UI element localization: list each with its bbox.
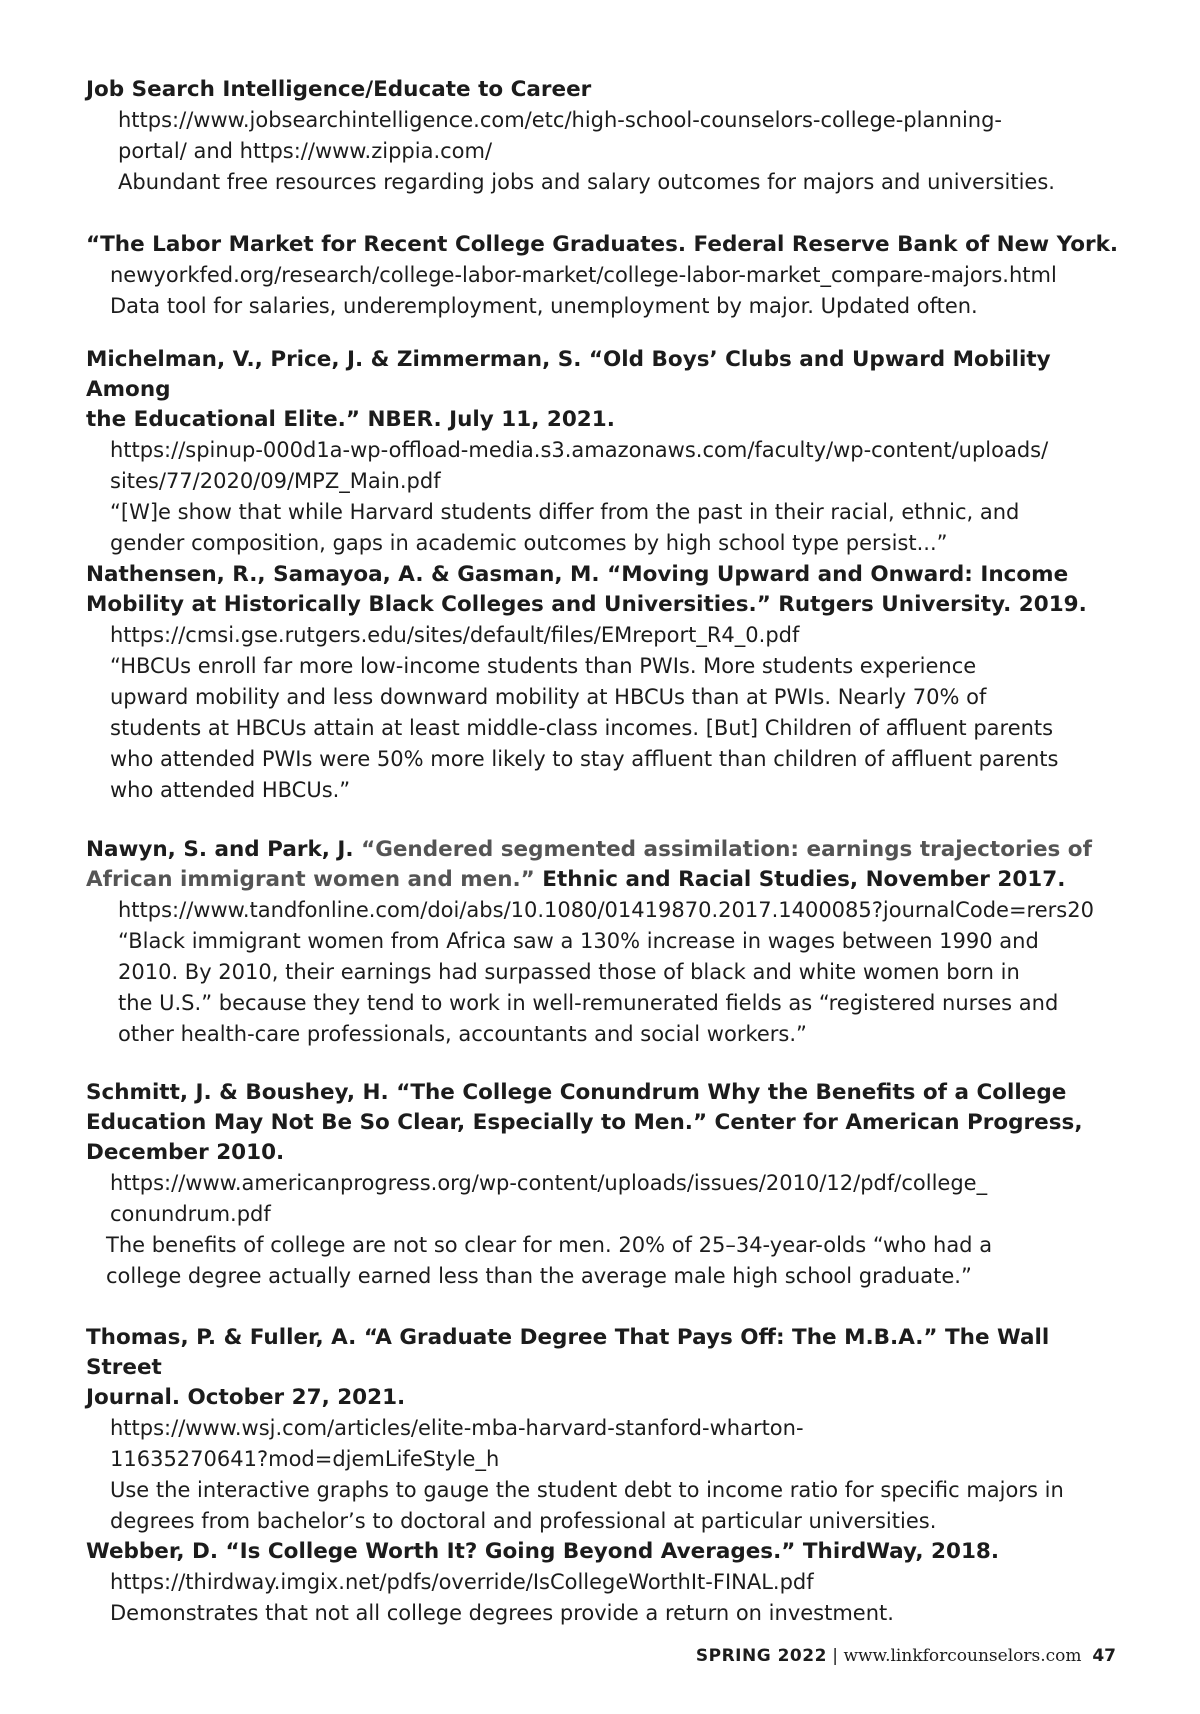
resource-entry-labor-market bbox=[86, 230, 1126, 322]
resource-entry-nathensen bbox=[86, 560, 1126, 806]
entry-url[interactable]: newyorkfed.org/research/college-labor-market/college-labor-market_compare-majors.html bbox=[110, 263, 1057, 287]
entry-note: Abundant free resources regarding jobs and salary outcomes for majors and universities. bbox=[118, 170, 1055, 194]
resource-entry-webber bbox=[86, 1537, 1126, 1629]
resource-entry-schmitt bbox=[86, 1078, 1126, 1292]
entry-title bbox=[86, 835, 1126, 895]
entry-note: Demonstrates that not all college degrees provide a return on investment. bbox=[110, 1601, 894, 1625]
entry-note: “[W]e show that while Harvard students differ from the past in their racial, ethnic, and gender composition, gaps in academic outcomes by high school type persist...” bbox=[110, 500, 1020, 555]
entry-url[interactable]: https://www.jobsearchintelligence.com/etc/high-school-counselors-college-planning- portal/ and https://www.zippia.com/ bbox=[118, 108, 1003, 163]
entry-title: Schmitt, J. & Boushey, H. “The College Conundrum Why the Benefits of a College Education May Not Be So Clear, Especially to Men.” Center for American Progress, December 2010. bbox=[86, 1080, 1083, 1165]
resource-entry-thomas bbox=[86, 1323, 1126, 1537]
entry-title: Michelman, V., Price, J. & Zimmerman, S. “Old Boys’ Clubs and Upward Mobility Among the Educational Elite.” NBER. July 11, 2021. bbox=[86, 347, 1051, 432]
entry-note: The benefits of college are not so clear for men. 20% of 25–34-year-olds “who had a college degree actually earned less than the average male high school graduate.” bbox=[106, 1233, 993, 1288]
entry-title: Nathensen, R., Samayoa, A. & Gasman, M. “Moving Upward and Onward: Income Mobility at Historically Black Colleges and Universities.” Rutgers University. 2019. bbox=[86, 562, 1087, 617]
entry-url[interactable]: https://thirdway.imgix.net/pdfs/override/IsCollegeWorthIt-FINAL.pdf bbox=[110, 1570, 814, 1594]
entry-url[interactable]: https://cmsi.gse.rutgers.edu/sites/default/files/EMreport_R4_0.pdf bbox=[110, 623, 800, 647]
entry-url[interactable]: https://www.americanprogress.org/wp-content/uploads/issues/2010/12/pdf/college_ conundrum.pdf bbox=[110, 1171, 988, 1226]
resource-entry-michelman bbox=[86, 345, 1126, 559]
resource-entry-nawyn bbox=[86, 835, 1126, 1050]
entry-note: Use the interactive graphs to gauge the student debt to income ratio for specific majors in degrees from bachelor’s to doctoral and professional at particular universities. bbox=[110, 1478, 1064, 1533]
entry-note: “Black immigrant women from Africa saw a 130% increase in wages between 1990 and 2010. By 2010, their earnings had surpassed those of black and white women born in the U.S.” because they tend to work in well-remunerated fields as “registered nurses and other health-care professionals, accountants and social workers.” bbox=[118, 929, 1059, 1046]
entry-title-authors: Nawyn, S. and Park, J. bbox=[86, 837, 362, 862]
issue-season: SPRING 2022 bbox=[695, 1646, 827, 1666]
entry-title: “The Labor Market for Recent College Graduates. Federal Reserve Bank of New York. bbox=[86, 232, 1119, 257]
entry-title-journal: Ethnic and Racial Studies, November 2017. bbox=[534, 867, 1066, 892]
entry-url[interactable]: https://www.wsj.com/articles/elite-mba-harvard-stanford-wharton- 11635270641?mod=djemLifeStyle_h bbox=[110, 1416, 804, 1471]
footer-separator: | bbox=[826, 1646, 844, 1666]
entry-title-article: “Gendered segmented assimilation: earnings trajectories of African immigrant women and men.” bbox=[86, 837, 1092, 892]
entry-url[interactable]: https://www.tandfonline.com/doi/abs/10.1080/01419870.2017.1400085?journalCode=rers20 bbox=[118, 898, 1094, 922]
entry-title: Job Search Intelligence/Educate to Career bbox=[86, 77, 592, 102]
entry-note: “HBCUs enroll far more low-income students than PWIs. More students experience upward mobility and less downward mobility at HBCUs than at PWIs. Nearly 70% of students at HBCUs attain at least middle-class incomes. [But] Children of affluent parents who attended PWIs were 50% more likely to stay affluent than children of affluent parents who attended HBCUs.” bbox=[110, 654, 1059, 802]
entry-title: Webber, D. “Is College Worth It? Going Beyond Averages.” ThirdWay, 2018. bbox=[86, 1539, 1000, 1564]
page-number: 47 bbox=[1092, 1646, 1116, 1666]
entry-url[interactable]: https://spinup-000d1a-wp-offload-media.s3.amazonaws.com/faculty/wp-content/uploads/ sites/77/2020/09/MPZ_Main.pdf bbox=[110, 438, 1049, 493]
page-footer bbox=[0, 1646, 1116, 1666]
footer-website[interactable]: www.linkforcounselors.com bbox=[843, 1646, 1082, 1666]
resource-entry-job-search bbox=[86, 75, 1126, 198]
entry-title: Thomas, P. & Fuller, A. “A Graduate Degree That Pays Off: The M.B.A.” The Wall Street Journal. October 27, 2021. bbox=[86, 1325, 1050, 1410]
entry-note: Data tool for salaries, underemployment, unemployment by major. Updated often. bbox=[110, 294, 978, 318]
